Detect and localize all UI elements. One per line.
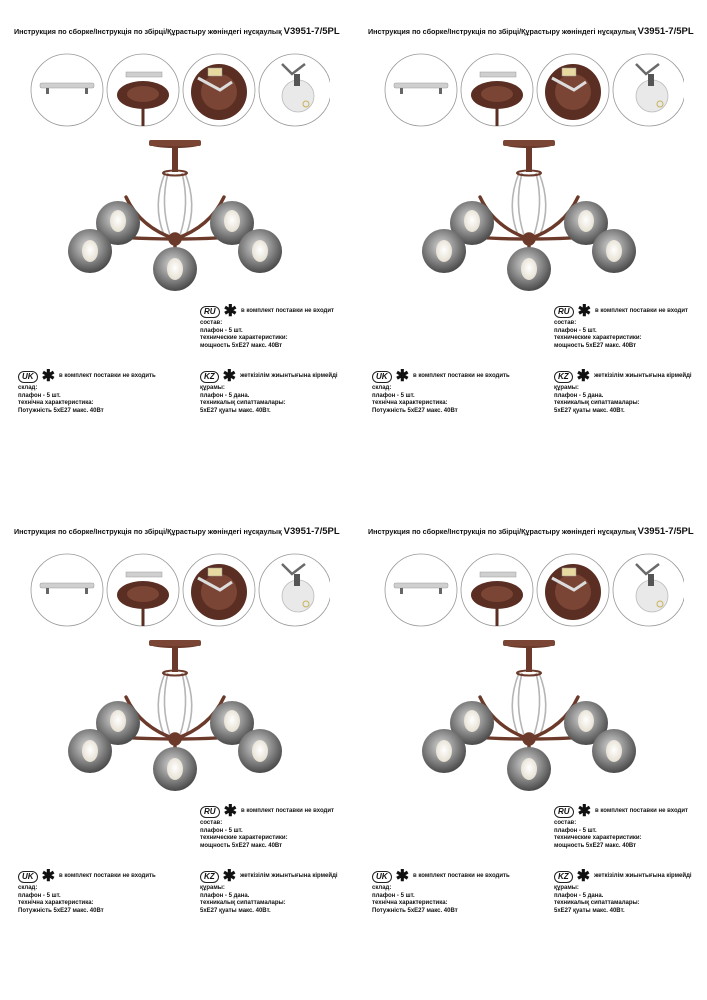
spec-block-uk — [372, 868, 510, 915]
not-included-note: в комплект поставки не входит — [240, 308, 334, 315]
spec-line: техникалық сипаттамалары: — [554, 400, 640, 406]
spec-line: Потужність 5xE27 макс. 40Вт — [372, 407, 458, 414]
canopy — [503, 640, 555, 672]
spec-line: мощность 5xE27 макс. 40Вт — [200, 842, 283, 849]
spec-line: техникалық сипаттамалары: — [554, 900, 640, 906]
not-included-note: жеткізілім жиынтығына кірмейді — [594, 373, 692, 380]
spec-line: технічна характеристика: — [372, 400, 448, 406]
spec-line: құрамы: — [554, 885, 579, 891]
spec-line: склад: — [18, 385, 38, 391]
spec-line: мощность 5xE27 макс. 40Вт — [554, 842, 637, 849]
lang-badge-uk: UK — [18, 871, 38, 883]
spec-line: техникалық сипаттамалары: — [200, 900, 286, 906]
step-wiring-image — [537, 554, 609, 626]
spec-line: плафон - 5 шт. — [554, 827, 597, 834]
spec-line: 5xE27 қуаты макс. 40Вт. — [554, 407, 625, 414]
not-included-note: в комплект поставки не входить — [58, 373, 156, 380]
spec-block-kz — [554, 868, 692, 915]
shade-4 — [592, 729, 636, 773]
spec-line: құрамы: — [200, 885, 225, 891]
spec-line: плафон - 5 шт. — [18, 392, 61, 399]
title-text: Инструкция по сборке/Інструкція по збірці/Құрастыру жөніндегі нұсқаулық — [14, 27, 282, 36]
spec-line: технические характеристики: — [200, 835, 288, 841]
step-ceiling-plate-image — [107, 554, 179, 626]
shade-4 — [238, 729, 282, 773]
spec-line: Потужність 5xE27 макс. 40Вт — [372, 907, 458, 914]
asterisk-icon: ✱ — [395, 868, 409, 885]
frame-cage — [512, 171, 546, 236]
asterisk-icon: ✱ — [577, 303, 591, 320]
asterisk-icon: ✱ — [576, 868, 591, 885]
spec-line: плафон - 5 шт. — [200, 327, 243, 334]
spec-block-kz — [200, 368, 338, 415]
spec-line: Потужність 5xE27 макс. 40Вт — [18, 907, 104, 914]
spec-line: плафон - 5 шт. — [200, 827, 243, 834]
shade-3 — [422, 229, 466, 273]
spec-block-ru — [554, 803, 688, 850]
asterisk-icon: ✱ — [223, 803, 237, 820]
canopy — [149, 640, 201, 672]
spec-line: 5xE27 қуаты макс. 40Вт. — [200, 907, 271, 914]
frame-cage — [158, 671, 192, 736]
shade-5 — [153, 247, 197, 291]
instruction-title — [368, 26, 694, 37]
instruction-title — [14, 526, 340, 537]
shade-5 — [153, 747, 197, 791]
instruction-title — [14, 26, 340, 37]
spec-line: плафон - 5 дана. — [554, 392, 604, 399]
step-ceiling-plate-image — [461, 554, 533, 626]
step-wiring-image — [183, 54, 255, 126]
asterisk-icon: ✱ — [577, 803, 591, 820]
spec-block-uk — [372, 368, 510, 415]
model-number: V3951-7/5PL — [637, 26, 694, 37]
instruction-title — [368, 526, 694, 537]
lang-badge-uk: UK — [372, 871, 392, 883]
assembly-steps — [30, 50, 330, 130]
spec-line: мощность 5xE27 макс. 40Вт — [554, 342, 637, 349]
shade-3 — [422, 729, 466, 773]
spec-line: технические характеристики: — [200, 335, 288, 341]
step-shade-install-image — [259, 554, 330, 626]
instruction-sheet-1 — [0, 0, 353, 500]
spec-block-kz — [200, 868, 338, 915]
spec-line: состав: — [200, 320, 223, 326]
title-text: Инструкция по сборке/Інструкція по збірці/Құрастыру жөніндегі нұсқаулық — [368, 27, 636, 36]
lang-badge-kz: KZ — [200, 871, 219, 883]
instruction-sheet-2 — [354, 0, 707, 500]
lang-badge-kz: KZ — [554, 371, 573, 383]
not-included-note: жеткізілім жиынтығына кірмейді — [240, 373, 338, 380]
chandelier-image — [60, 135, 290, 295]
title-text: Инструкция по сборке/Інструкція по збірці/Құрастыру жөніндегі нұсқаулық — [368, 527, 636, 536]
spec-line: плафон - 5 дана. — [200, 892, 250, 899]
instruction-sheet-3 — [0, 500, 353, 1000]
assembly-steps — [384, 50, 684, 130]
step-ceiling-plate-image — [107, 54, 179, 126]
lang-badge-ru: RU — [554, 806, 574, 818]
lang-badge-kz: KZ — [200, 371, 219, 383]
spec-block-kz — [554, 368, 692, 415]
spec-line: склад: — [18, 885, 38, 891]
asterisk-icon: ✱ — [41, 368, 55, 385]
spec-line: состав: — [200, 820, 223, 826]
spec-line: технічна характеристика: — [18, 900, 94, 906]
spec-line: Потужність 5xE27 макс. 40Вт — [18, 407, 104, 414]
spec-block-ru — [554, 303, 688, 350]
not-included-note: в комплект поставки не входить — [58, 873, 156, 880]
not-included-note: в комплект поставки не входит — [240, 808, 334, 815]
asterisk-icon: ✱ — [576, 368, 591, 385]
spec-line: плафон - 5 шт. — [372, 392, 415, 399]
asterisk-icon: ✱ — [395, 368, 409, 385]
spec-line: плафон - 5 шт. — [18, 892, 61, 899]
shade-4 — [238, 229, 282, 273]
shade-5 — [507, 247, 551, 291]
spec-block-ru — [200, 303, 334, 350]
asterisk-icon: ✱ — [222, 368, 237, 385]
spec-line: состав: — [554, 320, 577, 326]
chandelier-image — [414, 135, 644, 295]
not-included-note: в комплект поставки не входит — [594, 308, 688, 315]
step-mounting-bar-image — [385, 554, 457, 626]
shade-3 — [68, 729, 112, 773]
asterisk-icon: ✱ — [222, 868, 237, 885]
assembly-steps — [384, 550, 684, 630]
spec-line: плафон - 5 шт. — [554, 327, 597, 334]
chandelier-image — [60, 635, 290, 795]
chandelier-image — [414, 635, 644, 795]
lang-badge-ru: RU — [554, 306, 574, 318]
spec-line: технічна характеристика: — [18, 400, 94, 406]
spec-line: мощность 5xE27 макс. 40Вт — [200, 342, 283, 349]
lang-badge-ru: RU — [200, 806, 220, 818]
spec-line: плафон - 5 дана. — [200, 392, 250, 399]
step-wiring-image — [537, 54, 609, 126]
spec-line: техникалық сипаттамалары: — [200, 400, 286, 406]
frame-cage — [512, 671, 546, 736]
step-mounting-bar-image — [385, 54, 457, 126]
shade-4 — [592, 229, 636, 273]
model-number: V3951-7/5PL — [283, 26, 340, 37]
spec-line: склад: — [372, 385, 392, 391]
spec-line: 5xE27 қуаты макс. 40Вт. — [554, 907, 625, 914]
not-included-note: жеткізілім жиынтығына кірмейді — [240, 873, 338, 880]
asterisk-icon: ✱ — [41, 868, 55, 885]
spec-line: технические характеристики: — [554, 835, 642, 841]
shade-5 — [507, 747, 551, 791]
lang-badge-uk: UK — [18, 371, 38, 383]
step-mounting-bar-image — [31, 54, 103, 126]
frame-cage — [158, 171, 192, 236]
not-included-note: в комплект поставки не входить — [412, 873, 510, 880]
spec-block-ru — [200, 803, 334, 850]
not-included-note: жеткізілім жиынтығына кірмейді — [594, 873, 692, 880]
canopy — [149, 140, 201, 172]
model-number: V3951-7/5PL — [283, 526, 340, 537]
spec-line: құрамы: — [554, 385, 579, 391]
spec-block-uk — [18, 368, 156, 415]
lang-badge-uk: UK — [372, 371, 392, 383]
shade-3 — [68, 229, 112, 273]
step-shade-install-image — [613, 54, 684, 126]
spec-line: 5xE27 қуаты макс. 40Вт. — [200, 407, 271, 414]
not-included-note: в комплект поставки не входит — [594, 808, 688, 815]
step-wiring-image — [183, 554, 255, 626]
spec-block-uk — [18, 868, 156, 915]
spec-line: склад: — [372, 885, 392, 891]
spec-line: құрамы: — [200, 385, 225, 391]
not-included-note: в комплект поставки не входить — [412, 373, 510, 380]
instruction-sheet-4 — [354, 500, 707, 1000]
assembly-steps — [30, 550, 330, 630]
asterisk-icon: ✱ — [223, 303, 237, 320]
spec-line: плафон - 5 шт. — [372, 892, 415, 899]
lang-badge-ru: RU — [200, 306, 220, 318]
step-mounting-bar-image — [31, 554, 103, 626]
canopy — [503, 140, 555, 172]
spec-line: плафон - 5 дана. — [554, 892, 604, 899]
model-number: V3951-7/5PL — [637, 526, 694, 537]
title-text: Инструкция по сборке/Інструкція по збірці/Құрастыру жөніндегі нұсқаулық — [14, 527, 282, 536]
step-ceiling-plate-image — [461, 54, 533, 126]
spec-line: состав: — [554, 820, 577, 826]
spec-line: технічна характеристика: — [372, 900, 448, 906]
step-shade-install-image — [259, 54, 330, 126]
spec-line: технические характеристики: — [554, 335, 642, 341]
step-shade-install-image — [613, 554, 684, 626]
lang-badge-kz: KZ — [554, 871, 573, 883]
